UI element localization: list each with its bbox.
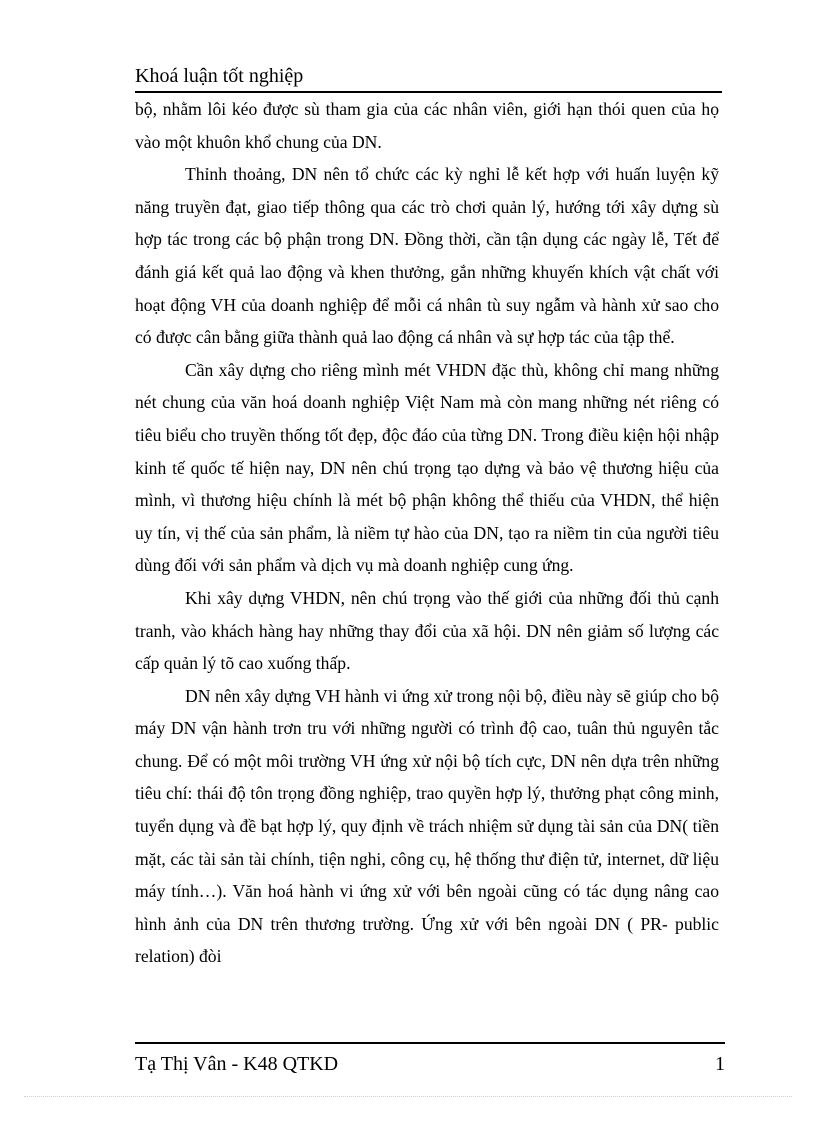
page-header bbox=[135, 64, 722, 93]
page-footer bbox=[135, 1042, 725, 1076]
body-text bbox=[135, 93, 719, 973]
footer-rule bbox=[135, 1042, 725, 1044]
page-number: 1 bbox=[715, 1053, 725, 1075]
header-title: Khoá luận tốt nghiệp bbox=[135, 65, 304, 87]
paragraph: Khi xây dựng VHDN, nên chú trọng vào thế giới của những đối thủ cạnh tranh, vào khách hàng hay những thay đổi của xã hội. DN nên giảm số lượng các cấp quản lý tõ cao xuống thấp. bbox=[135, 587, 719, 674]
page-boundary bbox=[24, 1096, 792, 1097]
paragraph: Cần xây dựng cho riêng mình mét VHDN đặc thù, không chỉ mang những nét chung của văn hoá doanh nghiệp Việt Nam mà còn mang những nét riêng có tiêu biểu cho truyền thống tốt đẹp, độc đáo của từng DN. Trong điều kiện hội nhập kinh tế quốc tế hiện nay, DN nên chú trọng tạo dựng và bảo vệ thương hiệu của mình, vì thương hiệu chính là mét bộ phận không thể thiếu của VHDN, thể hiện uy tín, vị thế của sản phẩm, là niềm tự hào của DN, tạo ra niềm tin của người tiêu dùng đối với sản phẩm và dịch vụ mà doanh nghiệp cung ứng. bbox=[135, 359, 719, 576]
paragraph: Thỉnh thoảng, DN nên tổ chức các kỳ nghỉ lễ kết hợp với huấn luyện kỹ năng truyền đạt, giao tiếp thông qua các trò chơi quản lý, hướng tới xây dựng sù hợp tác trong các bộ phận trong DN. Đồng thời, cần tận dụng các ngày lễ, Tết để đánh giá kết quả lao động và khen thưởng, gắn những khuyến khích vật chất với hoạt động VH của doanh nghiệp để mỗi cá nhân tù suy ngẫm và hành xử sao cho có được cân bằng giữa thành quả lao động cá nhân và sự hợp tác của tập thể. bbox=[135, 164, 719, 348]
paragraph: DN nên xây dựng VH hành vi ứng xử trong nội bộ, điều này sẽ giúp cho bộ máy DN vận hành trơn tru với những người có trình độ cao, tuân thủ nguyên tắc chung. Để có một môi trường VH ứng xử nội bộ tích cực, DN nên dựa trên những tiêu chí: thái độ tôn trọng đồng nghiệp, trao quyền hợp lý, thưởng phạt công minh, tuyển dụng và đề bạt hợp lý, quy định về trách nhiệm sử dụng tài sản của DN( tiền mặt, các tài sản tài chính, tiện nghi, công cụ, hệ thống thư điện tử, internet, dữ liệu máy tính…). Văn hoá hành vi ứng xử với bên ngoài cũng có tác dụng nâng cao hình ảnh của DN trên thương trường. Ứng xử với bên ngoài DN ( PR- public relation) đòi bbox=[135, 685, 719, 967]
footer-author: Tạ Thị Vân - K48 QTKD bbox=[135, 1053, 339, 1075]
paragraph: bộ, nhằm lôi kéo được sù tham gia của các nhân viên, giới hạn thói quen của họ vào một khuôn khổ chung của DN. bbox=[135, 99, 719, 152]
